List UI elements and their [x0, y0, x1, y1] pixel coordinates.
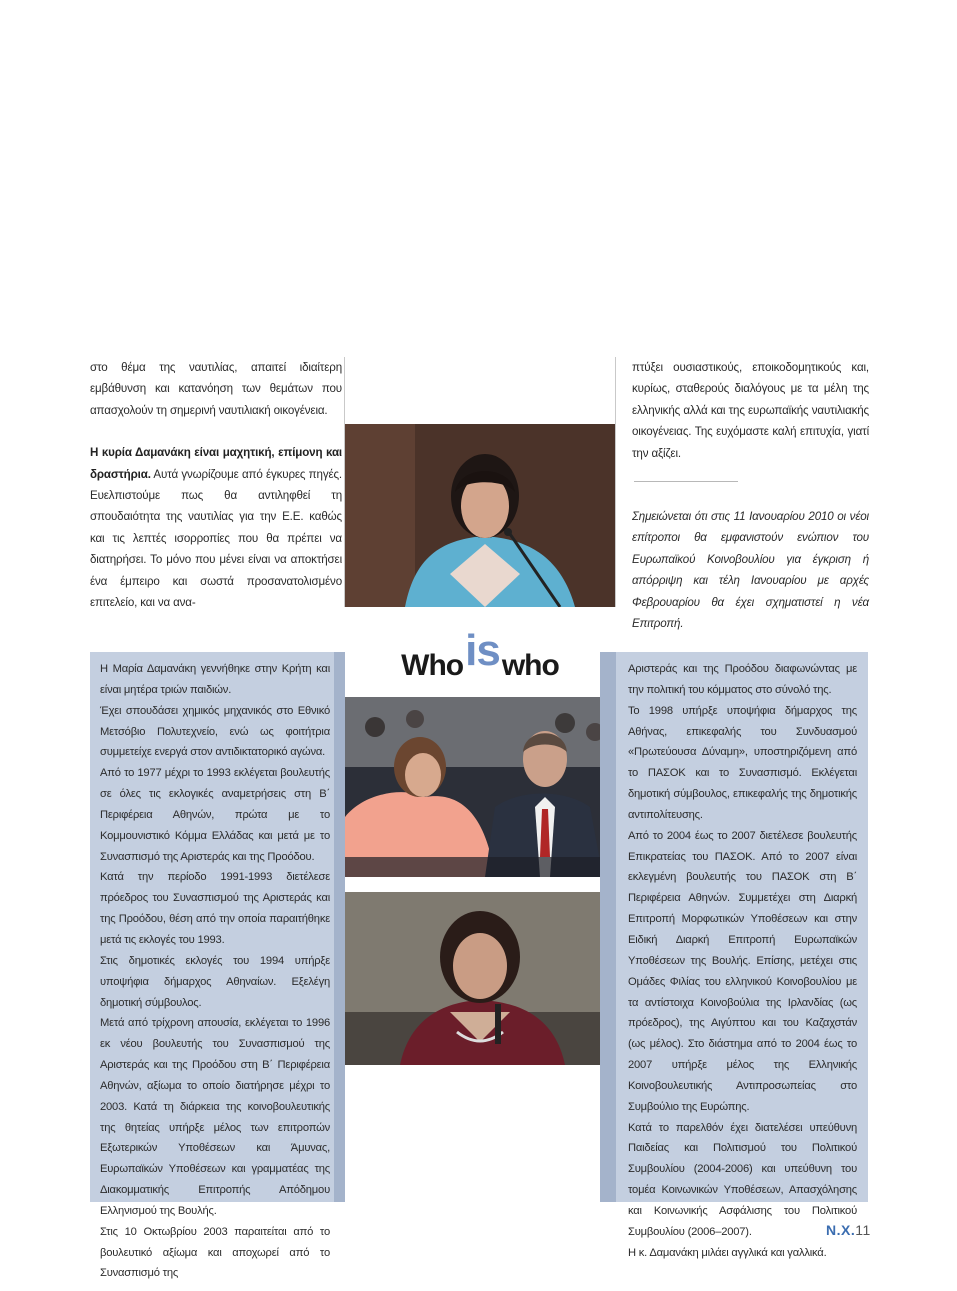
bio-paragraph: Μετά από τρίχρονη απουσία, εκλέγεται το 1996 εκ νέου βουλευτής του Συνασπισμού της Αριστεράς και της Προόδου στη Β΄ Περιφέρεια Αθηνών, αξίωμα το οποίο διατήρησε μέχρι το 2003. Κατά τη διάρκεια της κοινοβουλευτικής της θητείας υπήρξε μέλος των επιτροπών Εξωτερικών Υποθέσεων και Άμυνας, Ευρωπαϊκών Υποθέσεων και γραμματέας της Διακομματικής Επιτροπής Απόδημου Ελληνισμού της Βουλής.: [100, 1017, 330, 1217]
photo-portrait-illustration: [345, 892, 615, 1065]
page-number: [826, 1222, 871, 1238]
who-title-is: is: [465, 626, 500, 675]
bio-paragraph: Η κ. Δαμανάκη μιλάει αγγλικά και γαλλικά.: [628, 1246, 827, 1259]
intro-left-paragraph-2: [90, 442, 342, 613]
magazine-abbrev: Ν.Χ.: [826, 1222, 856, 1238]
bio-paragraph: Η Μαρία Δαμανάκη γεννήθηκε στην Κρήτη και είναι μητέρα τριών παιδιών.: [100, 663, 330, 696]
who-title-left: Who: [401, 649, 464, 682]
bio-box-right-accent: [600, 652, 616, 1202]
intro-right-column: [632, 357, 869, 634]
intro-right-paragraph-1: πτύξει ουσιαστικούς, εποικοδομητικούς και, κυρίως, σταθερούς διαλόγους με τα μέλη της ελληνικής αλλά και της ευρωπαϊκής ναυτιλιακής οικογένειας. Της ευχόμαστε καλή επιτυχία, γιατί την αξίζει.: [632, 361, 869, 460]
photo-parliament-illustration: [345, 697, 615, 877]
photo-damanaki-with-papandreou: [345, 697, 615, 877]
bio-paragraph: Κατά την περίοδο 1991-1993 διετέλεσε πρόεδρος του Συνασπισμού της Αριστεράς και της Προόδου, θέση από την οποία παραιτήθηκε μετά τις εκλογές του 1993.: [100, 871, 330, 946]
page-number-value: 11: [855, 1222, 871, 1238]
intro-left-bold-lead: Η κυρία Δαμανάκη είναι μαχητική, επίμονη και δραστήρια.: [90, 446, 342, 481]
intro-left-column: [90, 357, 342, 613]
photo-damanaki-speaking-illustration: [345, 424, 615, 607]
who-title-right: who: [501, 649, 559, 682]
intro-right-note: Σημειώνεται ότι στις 11 Ιανουαρίου 2010 οι νέοι επίτροποι θα εμφανιστούν ενώπιον του Ευρωπαϊκού Κοινοβουλίου για έγκριση ή απόρριψη και τέλη Ιανουαρίου με αρχές Φεβρουαρίου θα έχει σχηματιστεί η νέα Επιτροπή.: [632, 510, 869, 631]
who-is-who-title: [345, 626, 615, 686]
photo-damanaki-speaking: [345, 424, 615, 607]
bio-paragraph: Το 1998 υπήρξε υποψήφια δήμαρχος της Αθήνας, επικεφαλής του Συνδυασμού «Πρωτεύουσα Δύναμη», υποστηριζόμενη από το ΠΑΣΟΚ και το Συνασπισμό. Εκλέγεται δημοτική σύμβουλος, επικεφαλής της δημοτικής αντιπολίτευσης.: [628, 704, 857, 821]
bio-paragraph: Κατά το παρελθόν έχει διατελέσει υπεύθυνη Παιδείας και Πολιτισμού του Πολιτικού Συμβουλίου (2004-2006) και υπεύθυνη του τομέα Κοινωνικών Υποθέσεων, Απασχόλησης και Κοινωνικής Ασφάλισης του Πολιτικού Συμβουλίου (2006–2007).: [628, 1121, 857, 1238]
column-divider-right: [615, 357, 616, 607]
intro-left-paragraph-1: στο θέμα της ναυτιλίας, απαιτεί ιδιαίτερη εμβάθυνση και κατανόηση των θεμάτων που απασχολούν τη σημερινή ναυτιλιακή οικογένεια.: [90, 361, 342, 417]
bio-left-text: [100, 659, 330, 1284]
intro-left-paragraph-2-rest: Αυτά γνωρίζουμε από έγκυρες πηγές. Ευελπιστούμε πως θα αντιληφθεί τη σπουδαιότητα της ναυτιλίας για την Ε.Ε. καθώς και τις λεπτές ισορροπίες που θα πρέπει να διατηρήσει. Το μόνο που μένει είναι να αποκτήσει ένα έμπειρο και σωστά προσανατολισμένο επιτελείο, και να ανα-: [90, 467, 342, 610]
bio-paragraph: Στις δημοτικές εκλογές του 1994 υπήρξε υποψήφια δήμαρχος Αθηναίων. Εξελέγη δημοτική σύμβουλος.: [100, 954, 330, 1009]
bio-paragraph: Στις 10 Οκτωβρίου 2003 παραιτείται από το βουλευτικό αξίωμα και αποχωρεί από το Συνασπισμό της: [100, 1225, 330, 1280]
note-separator-rule: [634, 481, 738, 482]
bio-right-text: [628, 659, 857, 1263]
photo-damanaki-smiling: [345, 892, 615, 1065]
bio-paragraph: Αριστεράς και της Προόδου διαφωνώντας με την πολιτική του κόμματος στο σύνολό της.: [628, 663, 857, 696]
bio-paragraph: Από το 2004 έως το 2007 διετέλεσε βουλευτής Επικρατείας του ΠΑΣΟΚ. Από το 2007 είναι εκλεγμένη βουλευτής του ΠΑΣΟΚ στη Β΄ Περιφέρεια Αθηνών. Συμμετέχει στη Διαρκή Επιτροπή Μορφωτικών Υποθέσεων και στην Ειδική Διαρκή Επιτροπή Ευρωπαϊκών Υποθέσεων της Βουλής. Επίσης, μετέχει στις Ομάδες Φιλίας του ελληνικού Κοινοβουλίου με τα αντίστοιχα Κοινοβούλια της Ιρλανδίας (ως πρόεδρος), της Αιγύπτου και του Καζαχστάν (ως μέλος). Στο διάστημα από το 2004 έως το 2007 υπήρξε μέλος της Ελληνικής Κοινοβουλευτικής Αντιπροσωπείας στο Συμβούλιο της Ευρώπης.: [628, 829, 857, 1113]
bio-box-left-accent: [334, 652, 345, 1202]
bio-paragraph: Από το 1977 μέχρι το 1993 εκλέγεται βουλευτής σε όλες τις εκλογικές αναμετρήσεις στη Β΄ Περιφέρεια Αθηνών, πρώτα με το Κομμουνιστικό Κόμμα Ελλάδας και μετά με το Συνασπισμό της Αριστεράς και της Προόδου.: [100, 767, 330, 863]
bio-paragraph: Έχει σπουδάσει χημικός μηχανικός στο Εθνικό Μετσόβιο Πολυτεχνείο, ενώ ως φοιτήτρια συμμετείχε ενεργά στον αντιδικτατορικό αγώνα.: [100, 704, 330, 759]
